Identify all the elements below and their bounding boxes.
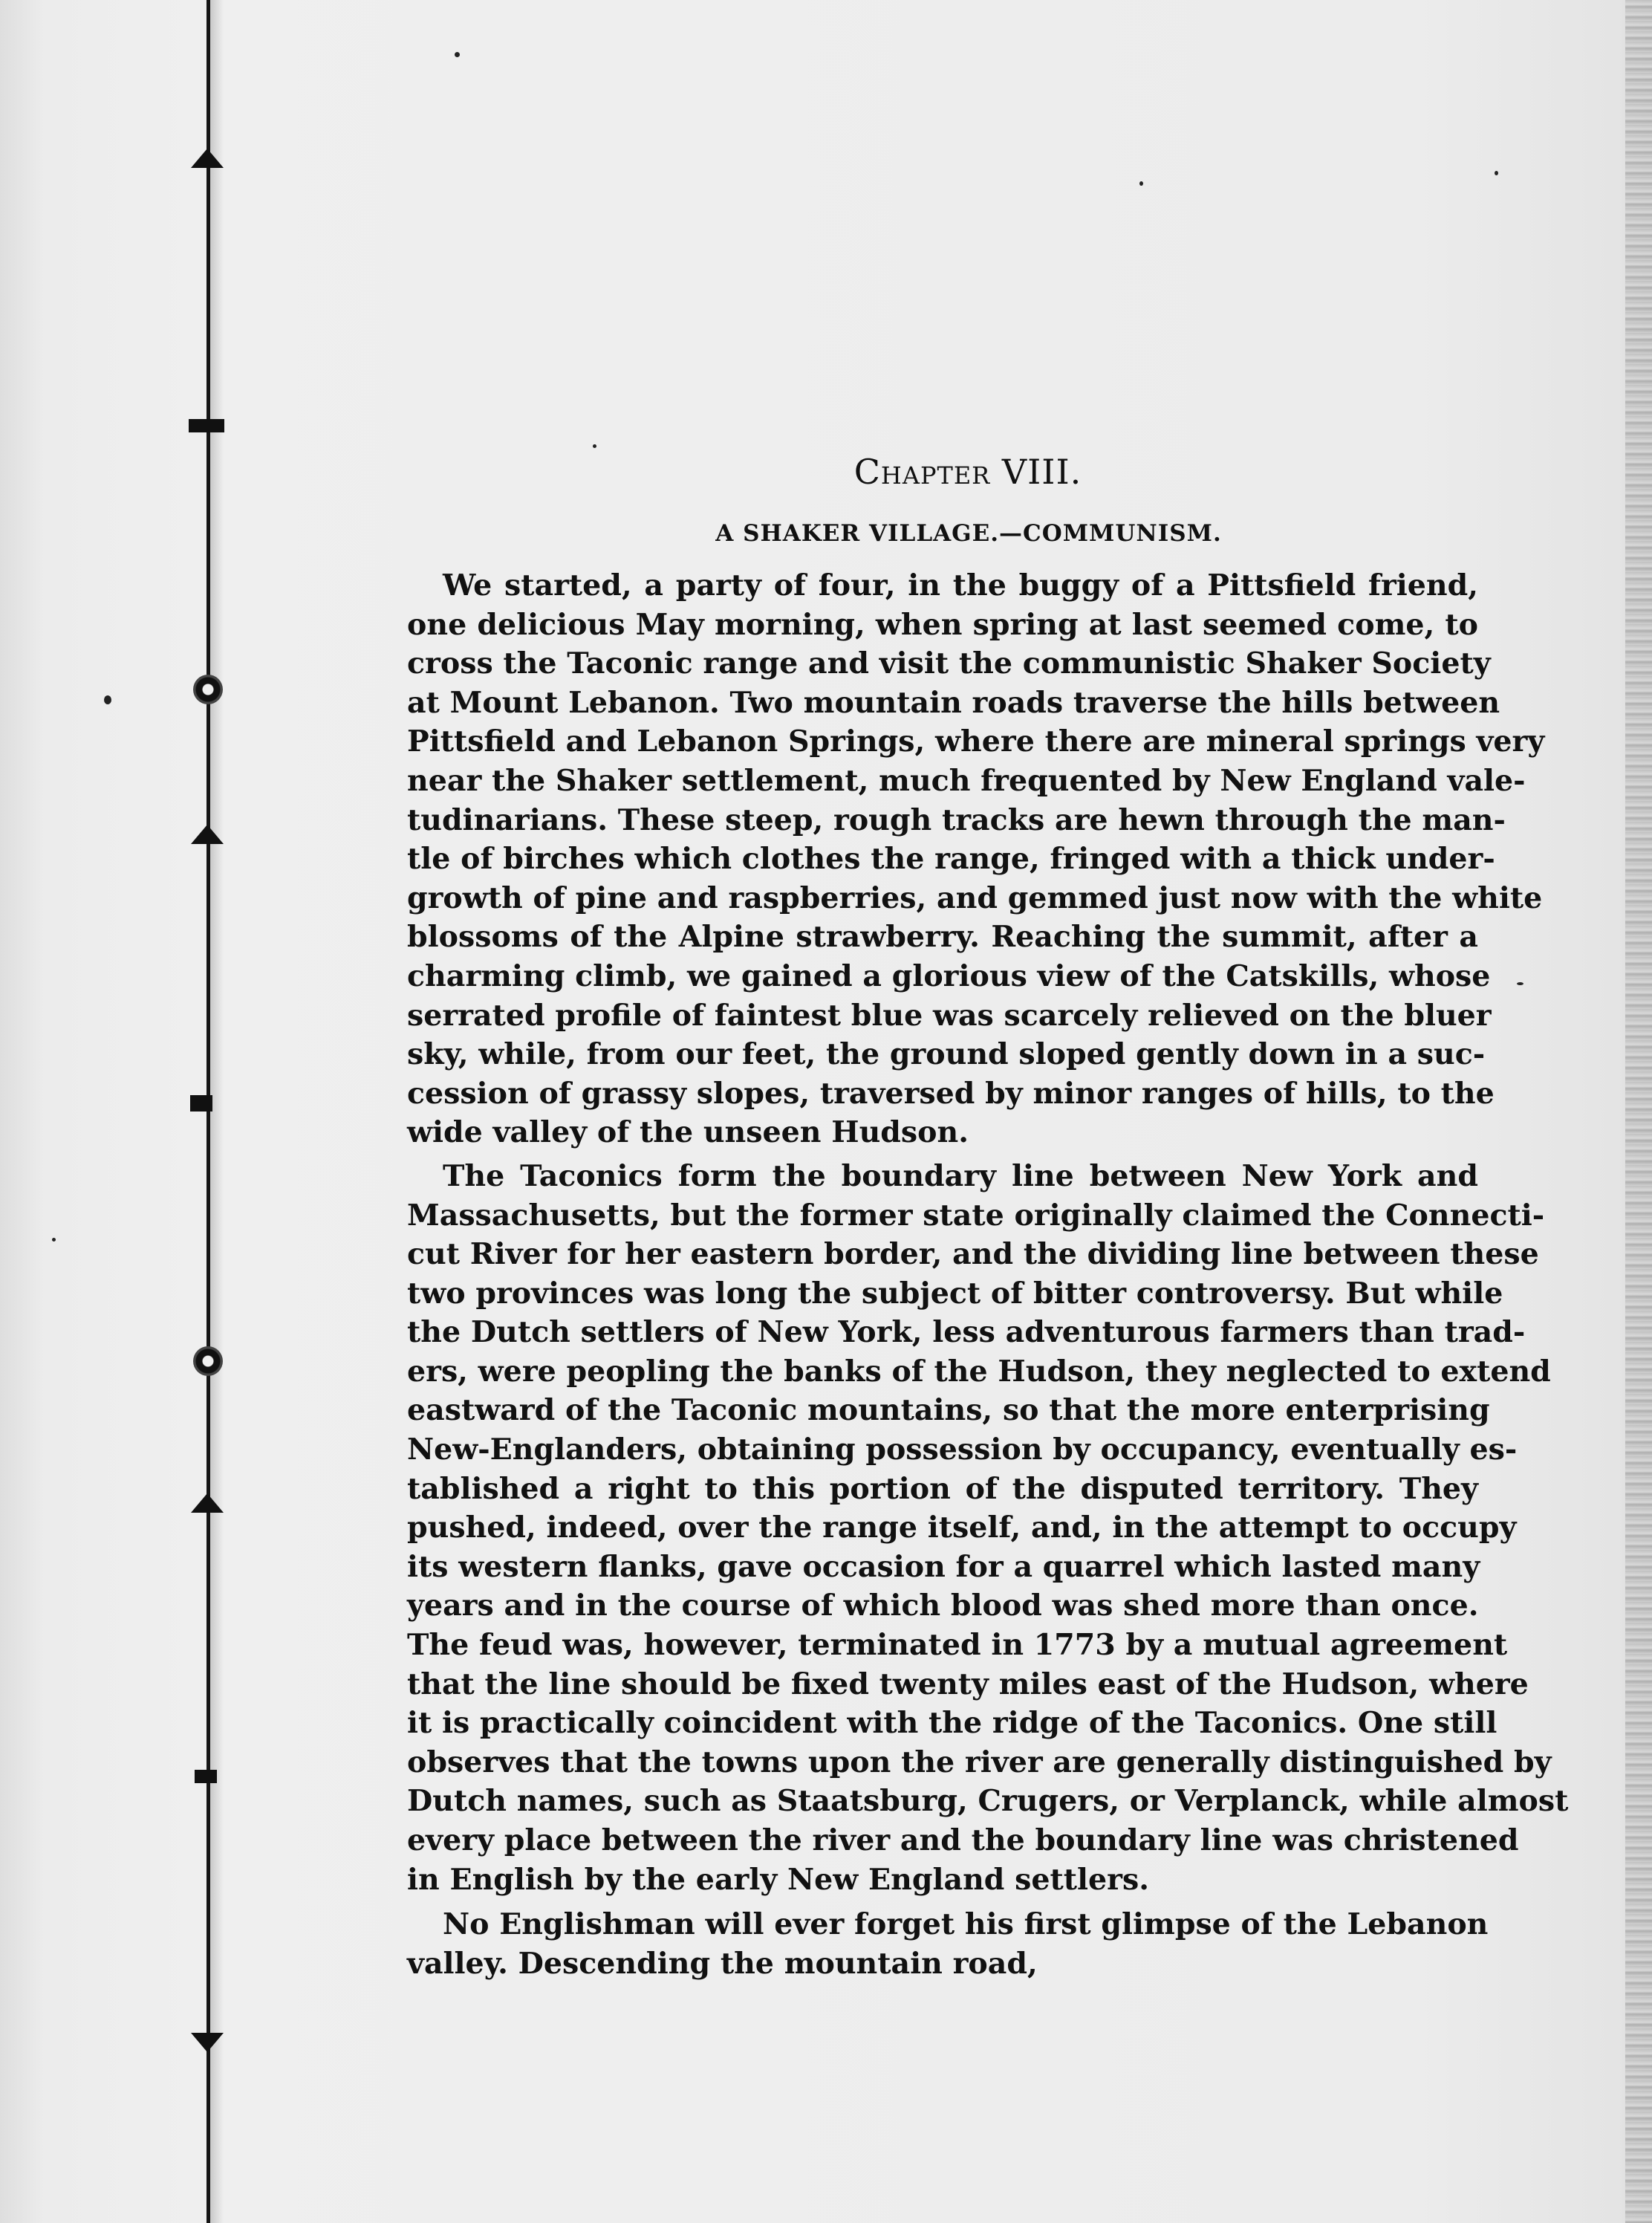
line-text: We started, a party of four, in the buggy of a Pittsfield friend, xyxy=(443,568,1478,603)
binding-knot-icon xyxy=(193,1346,223,1376)
text-line xyxy=(407,1157,1478,1196)
text-line xyxy=(407,566,1478,606)
text-line: near the Shaker settlement, much frequented by New England vale- xyxy=(407,763,1526,798)
text-line: tle of birches which clothes the range, fringed with a thick under- xyxy=(407,842,1495,877)
stitch-mark-icon xyxy=(195,1770,217,1783)
scan-speck xyxy=(52,1238,56,1242)
text-line: one delicious May morning, when spring at last seemed come, to xyxy=(407,607,1478,642)
stitch-mark-icon xyxy=(191,149,224,168)
text-line: pushed, indeed, over the range itself, and, in the attempt to occupy xyxy=(407,1510,1517,1545)
text-line: Massachusetts, but the former state originally claimed the Connecti- xyxy=(407,1198,1545,1233)
text-line: cut River for her eastern border, and the dividing line between these xyxy=(407,1237,1539,1272)
scan-speck xyxy=(455,52,460,57)
text-line: charming climb, we gained a glorious view of the Catskills, whose xyxy=(407,958,1491,993)
paragraph xyxy=(407,1905,1489,1983)
stitch-mark-icon xyxy=(191,825,224,844)
text-line: two provinces was long the subject of bitter controversy. But while xyxy=(407,1276,1503,1311)
text-line: valley. Descending the mountain road, xyxy=(407,1946,1038,1981)
text-line: tudinarians. These steep, rough tracks are hewn through the man- xyxy=(407,802,1506,837)
stitch-mark-icon xyxy=(189,419,224,432)
text-line: wide valley of the unseen Hudson. xyxy=(407,1115,969,1150)
text-line: cross the Taconic range and visit the communistic Shaker Society xyxy=(407,646,1491,681)
chapter-subtitle: A SHAKER VILLAGE.—COMMUNISM. xyxy=(715,520,1222,547)
text-line: it is practically coincident with the ridge of the Taconics. One still xyxy=(407,1706,1497,1741)
scan-speck xyxy=(593,444,596,448)
chapter-title xyxy=(407,452,1478,492)
text-line: eastward of the Taconic mountains, so that the more enterprising xyxy=(407,1393,1490,1428)
scan-speck xyxy=(1139,181,1143,186)
chapter-title-text: Chapter VIII. xyxy=(853,452,1082,492)
stitch-mark-icon xyxy=(190,1095,212,1112)
text-line: in English by the early New England settlers. xyxy=(407,1862,1149,1897)
stitch-mark-icon xyxy=(191,1493,224,1513)
text-line: Pittsfield and Lebanon Springs, where there are mineral springs very xyxy=(407,724,1545,759)
text-line xyxy=(407,1905,1489,1944)
text-line: observes that the towns upon the river are generally distinguished by xyxy=(407,1745,1552,1779)
text-line: ers, were peopling the banks of the Hudson, they neglected to extend xyxy=(407,1354,1551,1389)
page-text xyxy=(407,452,1569,1983)
text-line: its western flanks, gave occasion for a quarrel which lasted many xyxy=(407,1549,1480,1584)
binding-knot-icon xyxy=(193,675,223,704)
text-line: cession of grassy slopes, traversed by minor ranges of hills, to the xyxy=(407,1076,1495,1111)
text-line: Dutch names, such as Staatsburg, Crugers, or Verplanck, while almost xyxy=(407,1784,1569,1819)
text-line: growth of pine and raspberries, and gemmed just now with the white xyxy=(407,880,1543,915)
text-line: tablished a right to this portion of the disputed territory. They xyxy=(407,1471,1478,1506)
text-line: at Mount Lebanon. Two mountain roads traverse the hills between xyxy=(407,685,1500,720)
text-line: New-Englanders, obtaining possession by occupancy, eventually es- xyxy=(407,1432,1518,1467)
text-line: serrated profile of faintest blue was scarcely relieved on the bluer xyxy=(407,998,1492,1033)
scan-speck xyxy=(1517,982,1523,985)
page-gutter-shadow xyxy=(210,0,224,2223)
text-line: sky, while, from our feet, the ground sloped gently down in a suc- xyxy=(407,1037,1486,1072)
text-line: The feud was, however, terminated in 1773 by a mutual agreement xyxy=(407,1628,1508,1663)
line-text: No Englishman will ever forget his first glimpse of the Lebanon xyxy=(443,1907,1489,1942)
scan-speck xyxy=(104,695,111,704)
text-line: years and in the course of which blood was shed more than once. xyxy=(407,1588,1479,1623)
text-line: blossoms of the Alpine strawberry. Reaching the summit, after a xyxy=(407,920,1478,955)
paragraph xyxy=(407,566,1545,1152)
text-line: that the line should be fixed twenty miles east of the Hudson, where xyxy=(407,1667,1529,1701)
text-line: every place between the river and the boundary line was christened xyxy=(407,1823,1519,1857)
scan-speck xyxy=(1495,171,1498,175)
page-right-edge xyxy=(1625,0,1652,2223)
paragraph xyxy=(407,1157,1569,1899)
text-line: the Dutch settlers of New York, less adventurous farmers than trad- xyxy=(407,1315,1526,1350)
line-text: The Taconics form the boundary line between New York and xyxy=(443,1158,1478,1193)
stitch-mark-icon xyxy=(191,2033,224,2052)
binding-thread xyxy=(206,0,210,2223)
